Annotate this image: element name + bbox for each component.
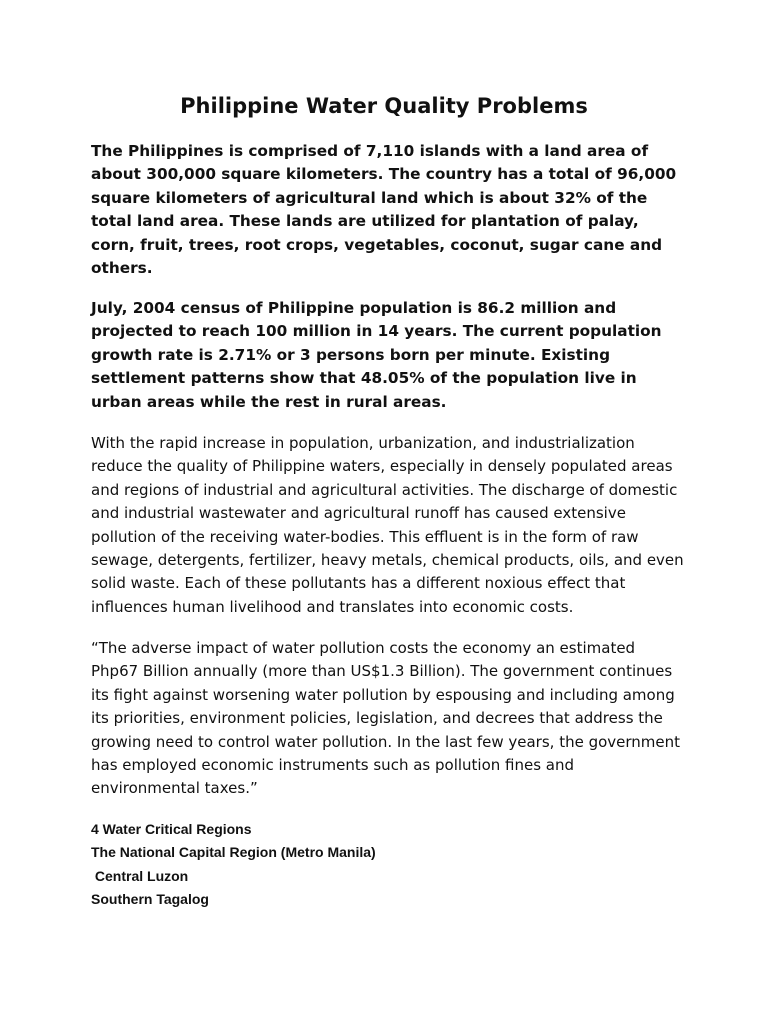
paragraph-pollution-causes: With the rapid increase in population, urbanization, and industrialization reduce the quality of Philippine waters, especially in densely populated areas and regions of industrial and agricultural activities. The discharge of domestic and industrial wastewater and agricultural runoff has caused extensive pollution of the receiving water-bodies. This effluent is in the form of raw sewage, detergents, fertilizer, heavy metals, chemical products, oils, and even solid waste. Each of these pollutants has a different noxious effect that influences human livelihood and translates into economic costs. (91, 434, 684, 616)
critical-regions-list (91, 818, 686, 911)
paragraph-population: July, 2004 census of Philippine population is 86.2 million and projected to reach 100 million in 14 years. The current population growth rate is 2.71% or 3 persons born per minute. Existing settlement patterns show that 48.05% of the population live in urban areas while the rest in rural areas. (91, 299, 662, 411)
paragraph-economic-impact-quote: “The adverse impact of water pollution costs the economy an estimated Php67 Billion annually (more than US$1.3 Billion). The government continues its fight against worsening water pollution by espousing and including among its priorities, environment policies, legislation, and decrees that address the growing need to control water pollution. In the last few years, the government has employed economic instruments such as pollution fines and environmental taxes.” (91, 639, 681, 798)
critical-regions-heading: 4 Water Critical Regions (91, 821, 252, 837)
paragraph-geography: The Philippines is comprised of 7,110 islands with a land area of about 300,000 square kilometers. The country has a total of 96,000 square kilometers of agricultural land which is about 32% of the total land area. These lands are utilized for plantation of palay, corn, fruit, trees, root crops, vegetables, coconut, sugar cane and others. (91, 142, 677, 278)
region-item: Southern Tagalog (91, 890, 209, 907)
page-title: Philippine Water Quality Problems (180, 94, 588, 118)
region-item: The National Capital Region (Metro Manila) (91, 844, 376, 861)
region-item: Central Luzon (91, 867, 189, 884)
